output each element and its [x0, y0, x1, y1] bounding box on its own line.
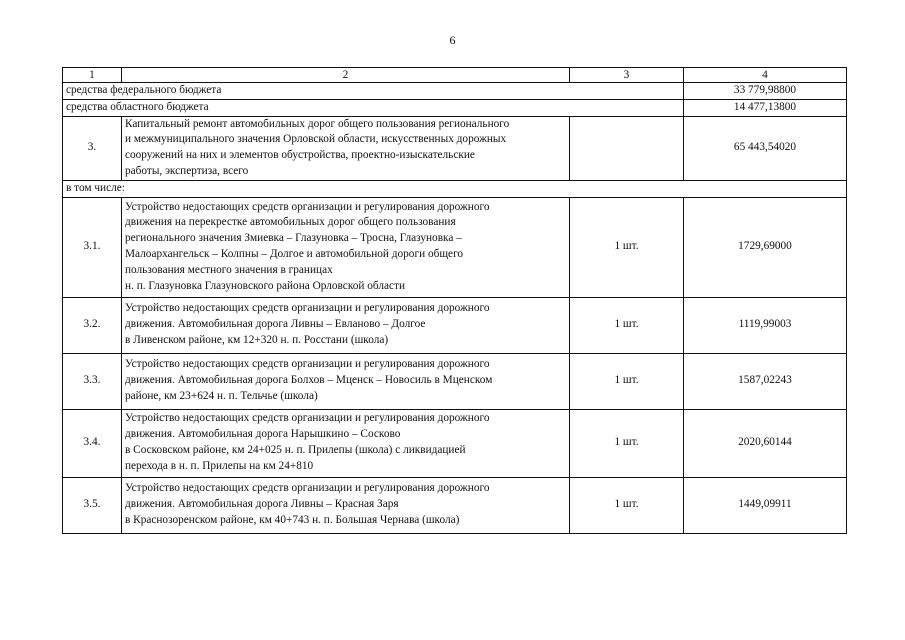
item-row [63, 477, 847, 533]
summary-label: средства областного бюджета [63, 99, 684, 116]
item-row [63, 197, 847, 297]
description-line: и межмуниципального значения Орловской области, искусственных дорожных [125, 133, 507, 146]
main-row [63, 116, 847, 180]
row-description [122, 116, 570, 180]
description-line: Устройство недостающих средств организации и регулирования дорожного [125, 412, 490, 425]
description-line: работы, экспертиза, всего [125, 164, 249, 177]
row-quantity: 1 шт. [570, 297, 684, 353]
summary-row-regional [63, 99, 847, 116]
row-quantity [570, 116, 684, 180]
description-line: Устройство недостающих средств организации и регулирования дорожного [125, 482, 490, 495]
row-value: 65 443,54020 [684, 116, 847, 180]
summary-row-federal [63, 83, 847, 100]
budget-table [62, 67, 847, 534]
item-row [63, 297, 847, 353]
description-line: сооружений на них и элементов обустройства, проектно-изыскательские [125, 149, 475, 162]
including-label: в том числе: [63, 180, 847, 197]
column-header: 2 [122, 68, 570, 83]
column-header: 3 [570, 68, 684, 83]
row-number: 3.2. [63, 297, 122, 353]
summary-label: средства федерального бюджета [63, 83, 684, 100]
description-line: движения. Автомобильная дорога Ливны – Красная Заря [125, 498, 399, 511]
description-line: Устройство недостающих средств организации и регулирования дорожного [125, 200, 490, 213]
description-line: в Ливенском районе, км 12+320 н. п. Росстани (школа) [125, 333, 389, 346]
row-description [122, 409, 570, 477]
description-line: Устройство недостающих средств организации и регулирования дорожного [125, 358, 490, 371]
row-description [122, 353, 570, 409]
column-header: 4 [684, 68, 847, 83]
description-line: в Краснозоренском районе, км 40+743 н. п. Большая Чернава (школа) [125, 513, 460, 526]
description-line: Малоархангельск – Колпны – Долгое и автомобильной дороги общего [125, 248, 464, 261]
row-number: 3.5. [63, 477, 122, 533]
including-row [63, 180, 847, 197]
description-line: перехода в н. п. Прилепы на км 24+810 [125, 459, 314, 472]
row-value: 1587,02243 [684, 353, 847, 409]
description-line: движения на перекрестке автомобильных дорог общего пользования [125, 216, 456, 229]
row-quantity: 1 шт. [570, 477, 684, 533]
page-number: 6 [449, 33, 456, 47]
row-value: 1729,69000 [684, 197, 847, 297]
row-number: 3.4. [63, 409, 122, 477]
description-line: Устройство недостающих средств организации и регулирования дорожного [125, 302, 490, 315]
row-description [122, 197, 570, 297]
description-line: районе, км 23+624 н. п. Тельчье (школа) [125, 389, 318, 402]
column-header: 1 [63, 68, 122, 83]
row-value: 1449,09911 [684, 477, 847, 533]
description-line: движения. Автомобильная дорога Болхов – Мценск – Новосиль в Мценском [125, 374, 493, 387]
row-quantity: 1 шт. [570, 409, 684, 477]
item-row [63, 353, 847, 409]
row-number: 3.3. [63, 353, 122, 409]
row-number: 3. [63, 116, 122, 180]
row-quantity: 1 шт. [570, 197, 684, 297]
row-description [122, 477, 570, 533]
summary-value: 33 779,98800 [684, 83, 847, 100]
row-value: 1119,99003 [684, 297, 847, 353]
row-value: 2020,60144 [684, 409, 847, 477]
description-line: движения. Автомобильная дорога Нарышкино – Сосково [125, 428, 401, 441]
summary-value: 14 477,13800 [684, 99, 847, 116]
description-line: регионального значения Змиевка – Глазуновка – Тросна, Глазуновка – [125, 232, 462, 245]
description-line: пользования местного значения в границах [125, 263, 333, 276]
description-line: н. п. Глазуновка Глазуновского района Орловской области [125, 279, 406, 292]
description-line: Капитальный ремонт автомобильных дорог общего пользования регионального [125, 117, 510, 130]
item-row [63, 409, 847, 477]
row-number: 3.1. [63, 197, 122, 297]
description-line: движения. Автомобильная дорога Ливны – Евланово – Долгое [125, 318, 426, 331]
row-quantity: 1 шт. [570, 353, 684, 409]
description-line: в Сосковском районе, км 24+025 н. п. Прилепы (школа) с ликвидацией [125, 444, 466, 457]
row-description [122, 297, 570, 353]
table-header-row [63, 68, 847, 83]
